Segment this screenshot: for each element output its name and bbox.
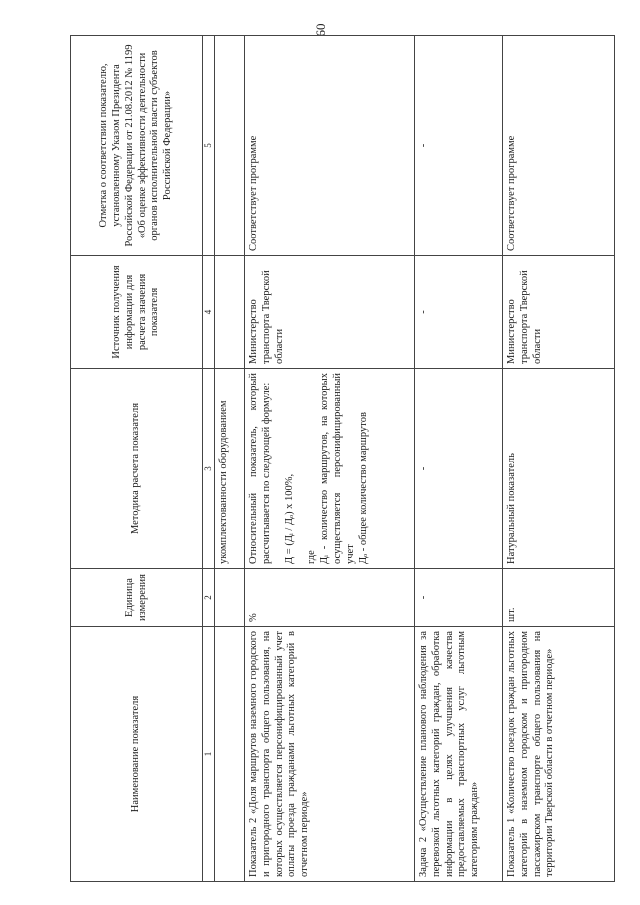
indicator-table (70, 35, 615, 882)
header-row (71, 36, 203, 882)
cell-method (244, 369, 414, 569)
method-d2: Дₒ - общее количество маршрутов (357, 412, 369, 564)
table-row (214, 36, 244, 882)
header-source: Источник получения информации для расчета значения показателя (71, 256, 203, 369)
cell-unit: шт. (502, 569, 614, 627)
column-number: 4 (203, 256, 215, 369)
cell-unit: - (414, 569, 502, 627)
page-number: 60 (313, 23, 328, 37)
cell-mark: Соответствует программе (244, 36, 414, 256)
table-row (414, 36, 502, 882)
cell-mark: - (414, 36, 502, 256)
table-row (502, 36, 614, 882)
cell-unit (214, 569, 244, 627)
cell-name: Показатель 2 «Доля маршрутов наземного городского и пригородного транспорта общего пользования, на которых осуществляется персонифицированный учет оплаты проезда гражданами льготных категорий в отчетном периоде» (244, 627, 414, 882)
header-mark: Отметка о соответствии показателю, установленному Указом Президента Российской Федерации от 21.08.2012 № 1199 «Об оценке эффективности деятельности органов исполнительной власти субъектов Российской Федерации» (71, 36, 203, 256)
cell-method: укомплектованности оборудованием (214, 369, 244, 569)
column-number-row (203, 36, 215, 882)
column-number: 2 (203, 569, 215, 627)
method-intro: Относительный показатель, который рассчитывается по следующей формуле: (247, 373, 272, 564)
indicator-table-sheet (70, 36, 615, 882)
method-where: где (306, 550, 318, 564)
column-number: 1 (203, 627, 215, 882)
cell-source: Министерство транспорта Тверской области (502, 256, 614, 369)
cell-mark: Соответствует программе (502, 36, 614, 256)
cell-source (214, 256, 244, 369)
cell-method: - (414, 369, 502, 569)
column-number: 5 (203, 36, 215, 256)
cell-source: - (414, 256, 502, 369)
cell-name: Показатель 1 «Количество поездок граждан льготных категорий в наземном городском и пригородном пассажирском транспорте общего пользования на территории Тверской области в отчетном периоде» (502, 627, 614, 882)
cell-name: Задача 2 «Осуществление планового наблюдения за перевозкой льготных категорий граждан, обработка информации в целях улучшения качества предоставляемых транспортных услуг льготным категориям граждан» (414, 627, 502, 882)
method-d1: Дᵢ - количество маршрутов, на которых осуществляется персонифицированный учет (319, 373, 356, 564)
method-formula: Д = (Дᵢ / Дₒ) х 100%, (283, 473, 295, 564)
header-method: Методика расчета показателя (71, 369, 203, 569)
column-number: 3 (203, 369, 215, 569)
table-row (244, 36, 414, 882)
cell-name (214, 627, 244, 882)
header-name: Наименование показателя (71, 627, 203, 882)
cell-unit: % (244, 569, 414, 627)
cell-method: Натуральный показатель (502, 369, 614, 569)
header-unit: Единица измерения (71, 569, 203, 627)
cell-source: Министерство транспорта Тверской области (244, 256, 414, 369)
cell-mark (214, 36, 244, 256)
